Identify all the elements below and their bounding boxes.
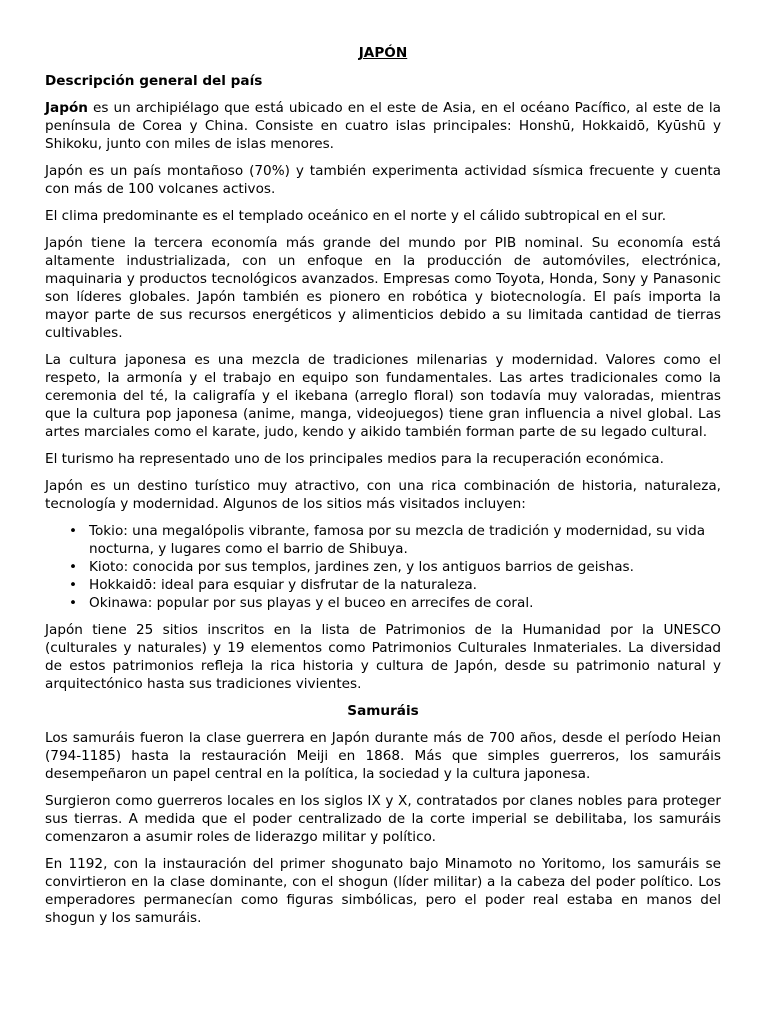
list-item: • Hokkaidō: ideal para esquiar y disfrutar de la naturaleza. <box>89 576 721 594</box>
paragraph-geography: Japón es un país montañoso (70%) y también experimenta actividad sísmica frecuente y cuenta con más de 100 volcanes activos. <box>45 163 721 197</box>
paragraph-unesco: Japón tiene 25 sitios inscritos en la lista de Patrimonios de la Humanidad por la UNESCO (culturales y naturales) y 19 elementos como Patrimonios Culturales Inmateriales. La diversidad de estos patrimonios refleja la rica historia y cultura de Japón, desde su patrimonio natural y arquitectónico hasta sus tradiciones vivientes. <box>45 622 721 692</box>
paragraph-destinations: Japón es un destino turístico muy atractivo, con una rica combinación de historia, naturaleza, tecnología y modernidad. Algunos de los sitios más visitados incluyen: <box>45 478 721 512</box>
section-heading-samurai: Samuráis <box>347 703 419 719</box>
document-page <box>45 44 721 936</box>
paragraph-economy: Japón tiene la tercera economía más grande del mundo por PIB nominal. Su economía está altamente industrializada, con un enfoque en la producción de automóviles, electrónica, maquinaria y productos tecnológicos avanzados. Empresas como Toyota, Honda, Sony y Panasonic son líderes globales. Japón también es pionero en robótica y biotecnología. El país importa la mayor parte de sus recursos energéticos y alimenticios debido a su limitada cantidad de tierras cultivables. <box>45 235 721 341</box>
list-item: • Tokio: una megalópolis vibrante, famosa por su mezcla de tradición y modernidad, su vida nocturna, y lugares como el barrio de Shibuya. <box>89 522 721 558</box>
paragraph-samurai-shogunate: En 1192, con la instauración del primer shogunato bajo Minamoto no Yoritomo, los samuráis se convirtieron en la clase dominante, con el shogun (líder militar) a la cabeza del poder político. Los emperadores permanecían como figuras simbólicas, pero el poder real estaba en manos del shogun y los samuráis. <box>45 856 721 926</box>
list-item: • Kioto: conocida por sus templos, jardines zen, y los antiguos barrios de geishas. <box>89 558 721 576</box>
paragraph-samurai-origins: Surgieron como guerreros locales en los siglos IX y X, contratados por clanes nobles para proteger sus tierras. A medida que el poder centralizado de la corte imperial se debilitaba, los samuráis comenzaron a asumir roles de liderazgo militar y político. <box>45 793 721 845</box>
intro-bold-term: Japón <box>45 100 88 116</box>
intro-paragraph <box>45 99 721 153</box>
destinations-list <box>45 522 721 612</box>
document-title: JAPÓN <box>358 45 408 61</box>
list-item: • Okinawa: popular por sus playas y el buceo en arrecifes de coral. <box>89 594 721 612</box>
intro-text: es un archipiélago que está ubicado en el este de Asia, en el océano Pacífico, al este de la península de Corea y China. Consiste en cuatro islas principales: Honshū, Hokkaidō, Kyūshū y Shikoku, junto con miles de islas menores. <box>45 100 721 152</box>
section-heading-overview: Descripción general del país <box>45 73 263 89</box>
paragraph-climate: El clima predominante es el templado oceánico en el norte y el cálido subtropical en el sur. <box>45 208 667 224</box>
paragraph-samurai-intro: Los samuráis fueron la clase guerrera en Japón durante más de 700 años, desde el período Heian (794-1185) hasta la restauración Meiji en 1868. Más que simples guerreros, los samuráis desempeñaron un papel central en la política, la sociedad y la cultura japonesa. <box>45 730 721 782</box>
paragraph-tourism: El turismo ha representado uno de los principales medios para la recuperación económica. <box>45 451 664 467</box>
paragraph-culture: La cultura japonesa es una mezcla de tradiciones milenarias y modernidad. Valores como el respeto, la armonía y el trabajo en equipo son fundamentales. Las artes tradicionales como la ceremonia del té, la caligrafía y el ikebana (arreglo floral) son todavía muy valoradas, mientras que la cultura pop japonesa (anime, manga, videojuegos) tiene gran influencia a nivel global. Las artes marciales como el karate, judo, kendo y aikido también forman parte de su legado cultural. <box>45 352 721 440</box>
